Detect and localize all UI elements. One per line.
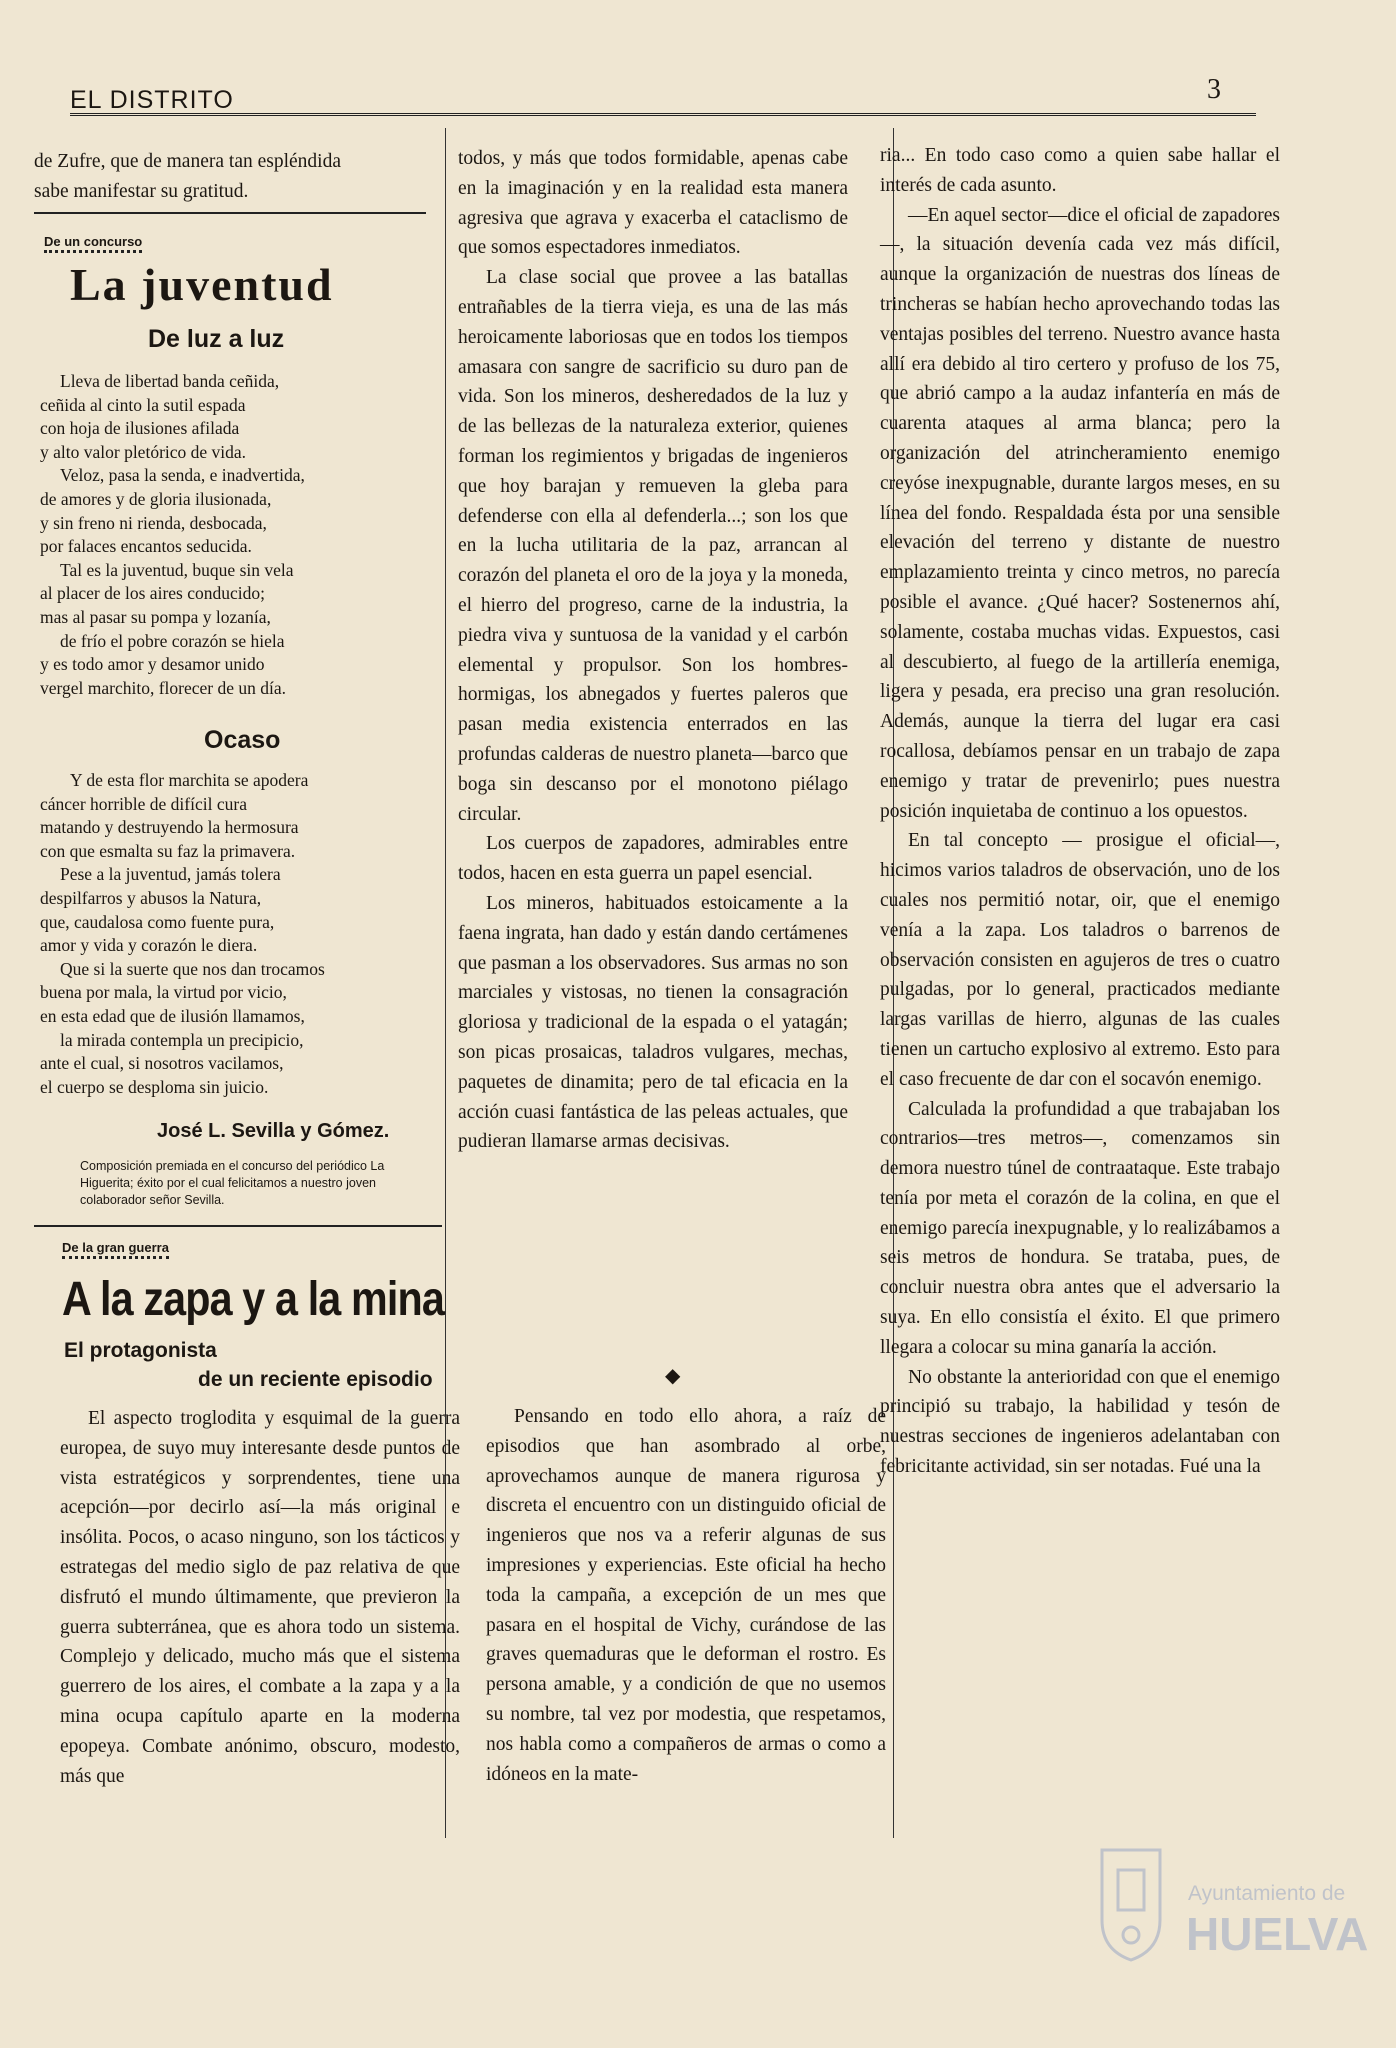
header-rule xyxy=(70,113,1256,116)
middle-column-lower xyxy=(486,1402,886,1789)
poem-line: y alto valor pletórico de vida. xyxy=(40,441,247,462)
poem-subtitle: De luz a luz xyxy=(148,325,285,353)
section-kicker: De la gran guerra xyxy=(62,1240,169,1259)
poem-line: y es todo amor y desamor unido xyxy=(40,654,265,675)
article-body-left xyxy=(60,1404,460,1791)
poem-stanza xyxy=(40,370,305,700)
poem-author: José L. Sevilla y Gómez. xyxy=(157,1120,390,1142)
poem-line: cáncer horrible de difícil cura xyxy=(40,793,247,814)
poem-line: Pese a la juventud, jamás tolera xyxy=(60,864,281,885)
poem-line: vergel marchito, florecer de un día. xyxy=(40,677,287,698)
poem-line: con hoja de ilusiones afilada xyxy=(40,418,240,439)
poem-line: Lleva de libertad banda ceñida, xyxy=(60,371,280,391)
poem-line: de frío el pobre corazón se hiela xyxy=(60,630,285,651)
left-column-top xyxy=(34,147,426,207)
poem-line: el cuerpo se desploma sin juicio. xyxy=(40,1076,269,1097)
poem-line: ante el cual, si nosotros vacilamos, xyxy=(40,1053,284,1074)
poem-line: Que si la suerte que nos dan trocamos xyxy=(60,958,325,979)
article-subtitle: de un reciente episodio xyxy=(198,1368,433,1391)
article-paragraph: ria... En todo caso como a quien sabe hallar el interés de cada asunto. xyxy=(880,145,1280,196)
article-paragraph: Pensando en todo ello ahora, a raíz de episodios que han asombrado al orbe, aprovechamos aunque de manera rigurosa y discreta el encuentro con un distinguido oficial de ingenieros que nos va a referir algunas de sus impresiones y experiencias. Este oficial ha hecho toda la campaña, a excepción de un mes que pasara en el hospital de Vichy, curándose de las graves quemaduras que le deforman el rostro. Es persona amable, y a condición de que no usemos su nombre, tal vez por modestia, que respetamos, nos habla como a compañeros de armas o como a idóneos en la mate- xyxy=(486,1406,886,1785)
poem-line: y sin freno ni rienda, desbocada, xyxy=(40,512,267,533)
article-title: A la zapa y a la mina xyxy=(62,1273,444,1326)
poem-line: buena por mala, la virtud por vicio, xyxy=(40,982,287,1003)
poem-stanza xyxy=(40,769,325,1099)
poem-subtitle: Ocaso xyxy=(204,726,281,754)
article-paragraph: todos, y más que todos formidable, apenas cabe en la imaginación y en la realidad esta manera agresiva que agrava y exacerba el cataclismo de que somos espectadores inmediatos. xyxy=(458,148,848,259)
poem-line: Y de esta flor marchita se apodera xyxy=(70,770,309,790)
article-subtitle: El protagonista xyxy=(64,1339,217,1362)
article-paragraph: La clase social que provee a las batallas entrañables de la tierra vieja, es una de las más heroicamente laboriosas que en todos los tiempos amasara con sangre de sacrificio su duro pan de vida. Son los mineros, desheredados de la luz y de las bellezas de la naturaleza exterior, quienes forman los regimientos y brigadas de ingenieros que hoy barajan y remueven la gleba para defenderse con ella al defenderla...; son los que en la lucha utilitaria de la paz, arrancan al corazón del planeta el oro de la joya y la moneda, el hierro del progreso, carne de la industria, la piedra viva y suntuosa de la vanidad y el carbón elemental y propulsor. Son los hombres-hormigas, los abnegados y fuertes paleros que pasan media existencia enterrados en las profundas calderas de nuestro planeta—barco que boga sin descanso por el monotono piélago circular. xyxy=(458,267,848,825)
poem-line: Tal es la juventud, buque sin vela xyxy=(60,559,294,580)
section-kicker: De un concurso xyxy=(44,234,142,253)
poem-line: con que esmalta su faz la primavera. xyxy=(40,840,296,861)
section-rule xyxy=(34,1225,442,1227)
text-line: de Zufre, que de manera tan espléndida xyxy=(34,151,341,172)
article-paragraph: Los cuerpos de zapadores, admirables entre todos, hacen en esta guerra un papel esencial. xyxy=(458,833,848,885)
poem-line: mas al pasar su pompa y lozanía, xyxy=(40,606,271,627)
section-rule xyxy=(34,212,426,214)
watermark-line1: Ayuntamiento de xyxy=(1188,1882,1346,1905)
poem-line: despilfarros y abusos la Natura, xyxy=(40,887,262,908)
section-separator: ◆ xyxy=(665,1365,681,1387)
watermark-line2: HUELVA xyxy=(1186,1908,1369,1960)
article-paragraph: El aspecto troglodita y esquimal de la guerra europea, de suyo muy interesante desde puntos de vista estratégicos y sorprendentes, tiene una acepción—por decirlo así—la más original e insólita. Pocos, o acaso ninguno, son los tácticos y estrategas del medio siglo de paz relativa de que disfrutó el mundo últimamente, que previeron la guerra subterránea, que es ahora todo un sistema. Complejo y delicado, mucho más que el sistema guerrero de los aires, el combate a la zapa y a la mina ocupa capítulo aparte en la moderna epopeya. Combate anónimo, obscuro, modesto, más que xyxy=(60,1408,460,1787)
poem-line: por falaces encantos seducida. xyxy=(40,536,252,557)
poem-line: de amores y de gloria ilusionada, xyxy=(40,488,272,509)
newspaper-title: EL DISTRITO xyxy=(70,86,234,114)
article-paragraph: Los mineros, habituados estoicamente a la faena ingrata, han dado y están dando certámenes que pasman a los observadores. Sus armas no son marciales y vistosas, no tienen la consagración gloriosa y tradicional de la espada o el yatagán; son picas prosaicas, taladros vulgares, mechas, paquetes de dinamita; pero de tal eficacia en la acción cuasi fantástica de las peleas actuales, que pudieran llamarse armas decisivas. xyxy=(458,892,848,1153)
poem-line: que, caudalosa como fuente pura, xyxy=(40,911,275,932)
text-line: sabe manifestar su gratitud. xyxy=(34,180,249,202)
page-number: 3 xyxy=(1207,74,1221,105)
right-column xyxy=(880,141,1280,1482)
poem-line: al placer de los aires conducido; xyxy=(40,583,265,604)
article-paragraph: No obstante la anterioridad con que el enemigo principió su trabajo, la habilidad y tesón de nuestras secciones de ingenieros adelantaban con febricitante actividad, sin ser notadas. Fué una la xyxy=(880,1366,1280,1478)
poem-line: Veloz, pasa la senda, e inadvertida, xyxy=(60,465,305,486)
poem-line: en esta edad que de ilusión llamamos, xyxy=(40,1005,305,1026)
ayuntamiento-huelva-logo xyxy=(1090,1840,1369,2010)
article-paragraph: Calculada la profundidad a que trabajaban los contrarios—tres metros—, comenzamos sin demora nuestro túnel de contraataque. Este trabajo tenía por meta el corazón de la colina, en que el enemigo parecía inexpugnable, y lo realizábamos a seis metros de hondura. Se trataba, pues, de concluir nuestra obra antes que el adversario la suya. En ello consistía el éxito. El que primero llegara a colocar su mina ganaría la acción. xyxy=(880,1098,1280,1358)
poem-line: amor y vida y corazón le diera. xyxy=(40,935,258,956)
article-paragraph: En tal concepto — prosigue el oficial—, hicimos varios taladros de observación, uno de los cuales nos permitió notar, oir, que el enemigo venía a la zapa. Los taladros o barrenos de observación consisten en agujeros de tres o cuatro pulgadas, por lo general, practicados mediante largas varillas de hierro, algunas de las cuales tienen un cartucho explosivo al extremo. Esto para el caso frecuente de dar con el socavón enemigo. xyxy=(880,830,1280,1090)
poem-footnote: Composición premiada en el concurso del periódico La Higuerita; éxito por el cual felicitamos a nuestro joven colaborador señor Sevilla. xyxy=(80,1159,385,1207)
article-paragraph: —En aquel sector—dice el oficial de zapadores—, la situación devenía cada vez más difícil, aunque la organización de nuestras dos líneas de trincheras se habían hecho aprovechando todas las ventajas posibles del terreno. Nuestro avance hasta allí era debido al tiro certero y profuso de los 75, que abrió campo a la audaz infantería en más de cuarenta ataques al arma blanca; pero la organización del atrincheramiento enemigo creyóse inexpugnable, durante largos meses, en su línea del fondo. Respaldada ésta por una sensible elevación del terreno y distante de nuestro emplazamiento treinta y cinco metros, no parecía posible el avance. ¿Qué hacer? Sostenernos ahí, solamente, costaba muchas vidas. Expuestos, casi al descubierto, al fuego de la artillería enemiga, ligera y pesada, era preciso una gran resolución. Además, aunque la tierra del lugar era casi rocallosa, debíamos pensar en un trabajo de zapa enemigo y tratar de prevenirlo; pues nuestra posición inquietaba de continuo a los opuestos. xyxy=(880,204,1280,822)
poem-line: matando y destruyendo la hermosura xyxy=(40,817,299,838)
poem-line: la mirada contempla un precipicio, xyxy=(60,1029,304,1050)
article-title: La juventud xyxy=(70,259,334,310)
middle-column xyxy=(458,144,848,1157)
poem-line: ceñida al cinto la sutil espada xyxy=(40,394,246,415)
